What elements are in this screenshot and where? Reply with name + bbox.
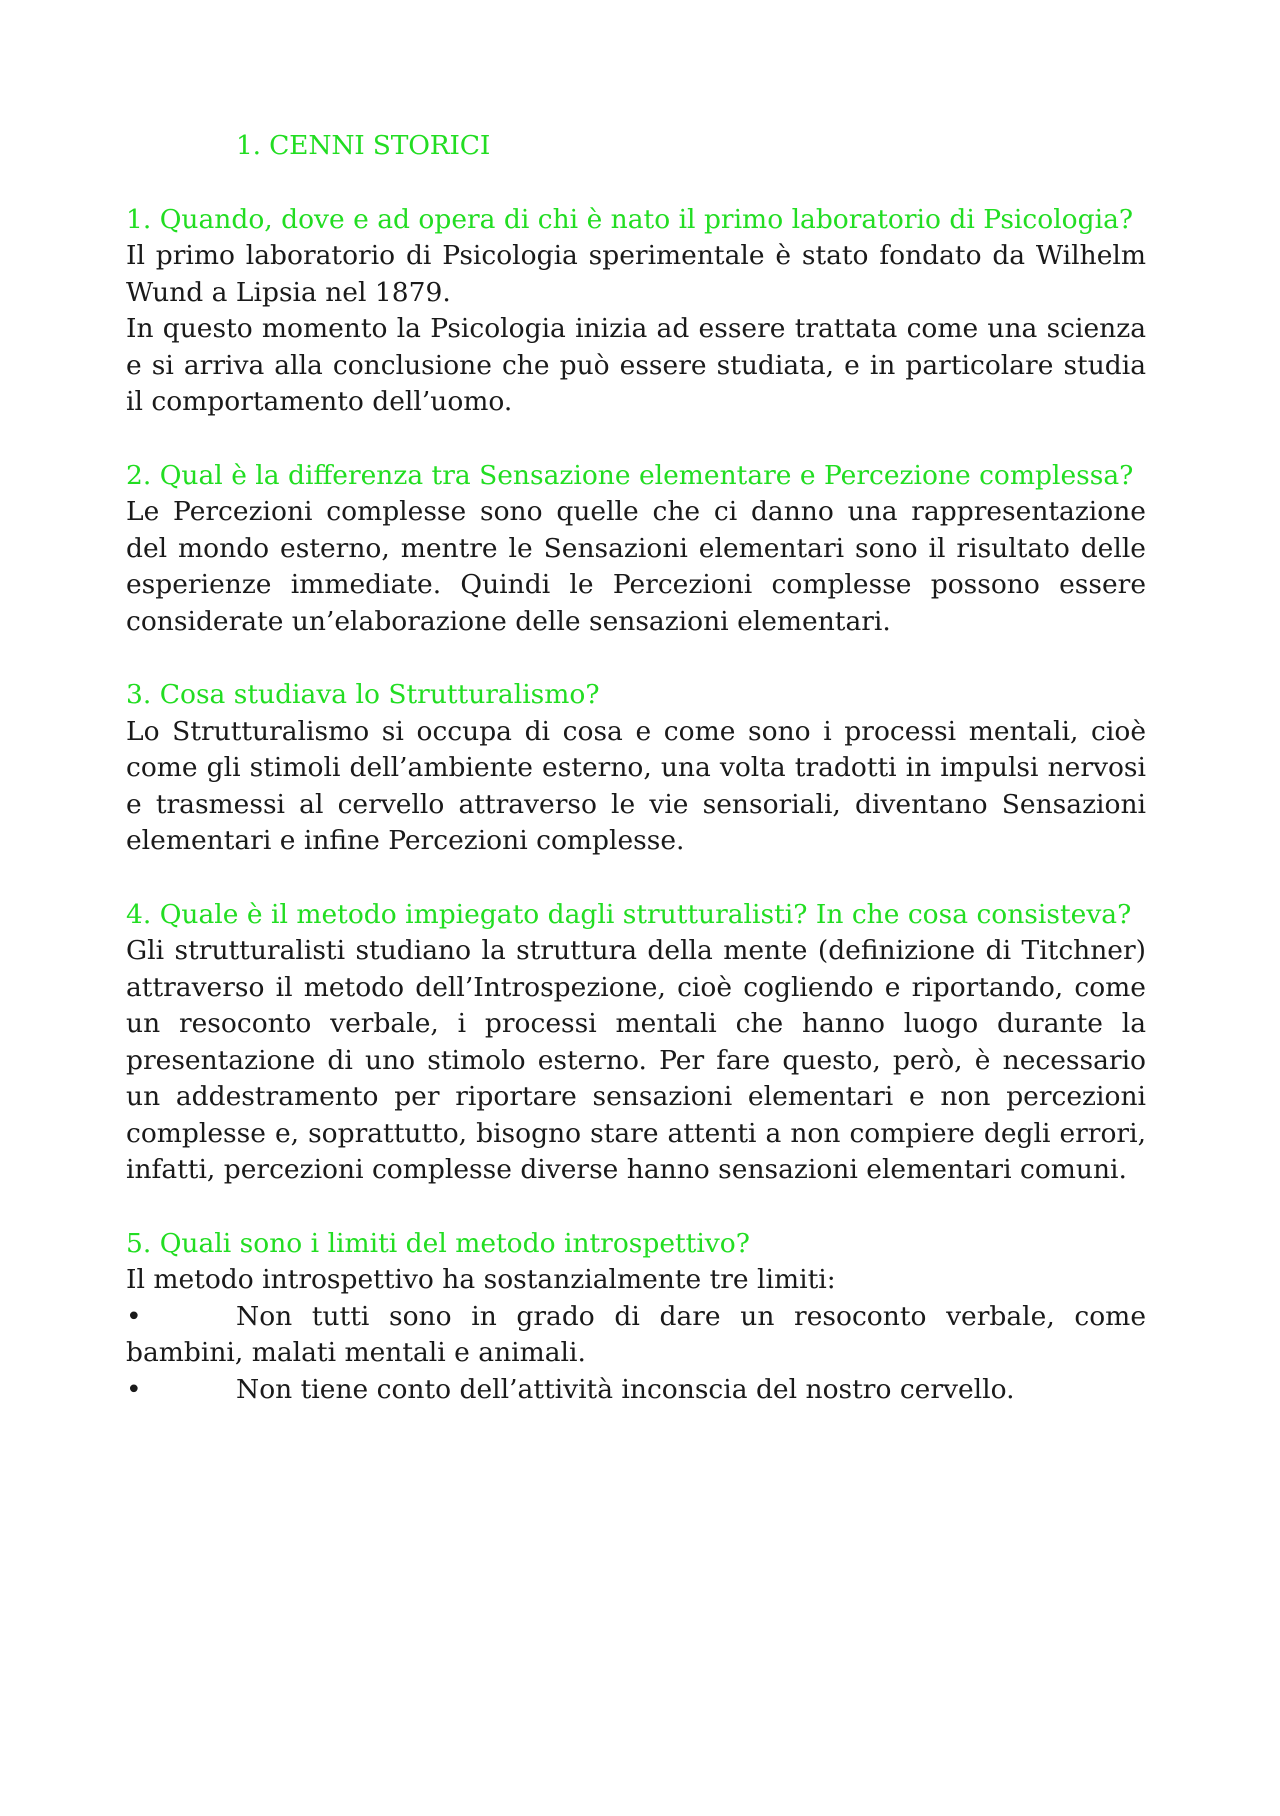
section-1 xyxy=(126,202,1146,421)
section-5 xyxy=(126,1226,1146,1409)
document-page xyxy=(126,128,1146,1408)
bullet-item xyxy=(126,1372,1146,1409)
question-heading: 2. Qual è la differenza tra Sensazione elementare e Percezione complessa? xyxy=(126,459,1134,491)
question-heading: 5. Quali sono i limiti del metodo introspettivo? xyxy=(126,1227,750,1259)
question-heading: 4. Quale è il metodo impiegato dagli strutturalisti? In che cosa consisteva? xyxy=(126,898,1132,930)
section-3 xyxy=(126,677,1146,860)
section-2 xyxy=(126,458,1146,641)
answer-paragraph: Il primo laboratorio di Psicologia sperimentale è stato fondato da Wilhelm Wund a Lipsia nel 1879. xyxy=(126,240,1146,308)
bullet-item xyxy=(126,1299,1146,1372)
document-title: 1. CENNI STORICI xyxy=(236,130,491,161)
bullet-text: Non tutti sono in grado di dare un resoconto verbale, come bambini, malati mentali e animali. xyxy=(126,1300,1146,1368)
question-heading: 1. Quando, dove e ad opera di chi è nato il primo laboratorio di Psicologia? xyxy=(126,203,1134,235)
question-heading: 3. Cosa studiava lo Strutturalismo? xyxy=(126,679,600,710)
answer-paragraph: Le Percezioni complesse sono quelle che ci danno una rappresentazione del mondo esterno, mentre le Sensazioni elementari sono il risultato delle esperienze immediate. Quindi le Percezioni complesse possono essere considerate un’elaborazione delle sensazioni elementari. xyxy=(126,496,1146,637)
answer-paragraph: Il metodo introspettivo ha sostanzialmente tre limiti: xyxy=(126,1264,836,1295)
answer-paragraph: In questo momento la Psicologia inizia ad essere trattata come una scienza e si arriva alla conclusione che può essere studiata, e in particolare studia il comportamento dell’uomo. xyxy=(126,313,1146,417)
answer-paragraph: Lo Strutturalismo si occupa di cosa e come sono i processi mentali, cioè come gli stimoli dell’ambiente esterno, una volta tradotti in impulsi nervosi e trasmessi al cervello attraverso le vie sensoriali, diventano Sensazioni elementari e infine Percezioni complesse. xyxy=(126,715,1146,856)
bullet-text: Non tiene conto dell’attività inconscia del nostro cervello. xyxy=(236,1373,1015,1405)
section-4 xyxy=(126,897,1146,1189)
bullet-symbol: • xyxy=(126,1373,142,1405)
bullet-symbol: • xyxy=(126,1300,142,1332)
answer-paragraph: Gli strutturalisti studiano la struttura della mente (definizione di Titchner) attraverso il metodo dell’Introspezione, cioè cogliendo e riportando, come un resoconto verbale, i processi mentali che hanno luogo durante la presentazione di uno stimolo esterno. Per fare questo, però, è necessario un addestramento per riportare sensazioni elementari e non percezioni complesse e, soprattutto, bisogno stare attenti a non compiere degli errori, infatti, percezioni complesse diverse hanno sensazioni elementari comuni. xyxy=(126,935,1146,1185)
